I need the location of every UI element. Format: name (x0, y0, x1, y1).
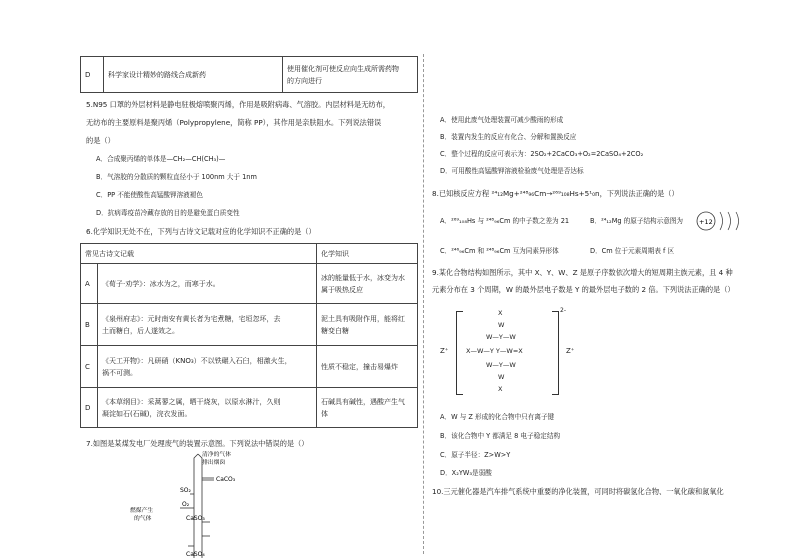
record-line: 凝淀如石(石碱)，浣衣发面。 (102, 409, 192, 418)
knowledge-line: 石碱具有碱性，遇酸产生气 (321, 397, 405, 406)
knowledge-cell (317, 264, 418, 304)
record-cell (98, 264, 317, 304)
q9-option-a: A．W 与 Z 形成的化合物中只有离子键 (440, 413, 555, 421)
q9-option-c: C．原子半径：Z>W>Y (440, 451, 511, 459)
record-cell: 科学家设计精妙的路线合成新药 (104, 57, 283, 93)
q5-stem-line: 的是（） (86, 136, 115, 145)
column-divider (423, 54, 425, 554)
label-so2: SO₂ (180, 487, 191, 494)
q5-option-b: B．气溶胶的分散质的颗粒直径小于 100nm 大于 1nm (96, 173, 257, 181)
mg-atomic-structure-diagram (694, 208, 746, 234)
record-line: 祸不可测。 (102, 368, 137, 377)
record-line: 《天工开物》：凡研硝（KNO₃）不以铁碾入石臼，相激火生， (102, 356, 292, 365)
knowledge-line: 泥土具有吸附作用，能将红 (321, 314, 405, 323)
nucleus-charge: +12 (699, 218, 713, 226)
cation-right: Z⁺ (566, 347, 575, 355)
q7-option-a: A．使用此废气处理装置可减少酸雨的形成 (440, 116, 564, 124)
row-label: D (81, 388, 98, 428)
q6-table (80, 243, 418, 428)
q8-option-c: C．²⁴⁶₉₆Cm 和 ²⁴⁸₉₆Cm 互为同素异形体 (440, 247, 559, 255)
knowledge-line: 糖变白糖 (321, 326, 349, 335)
q7-option-b: B．装置内发生的反应有化合、分解和置换反应 (440, 133, 577, 141)
row-label: B (81, 304, 98, 346)
knowledge-line: 的方向进行 (287, 76, 322, 85)
struct-row: W—Y—W (486, 333, 516, 341)
q9-structure (440, 303, 580, 403)
label-flue-gas-1: 燃煤产生 (130, 508, 154, 514)
record-line: 《泉州府志》：元时南安有黄长者为宅煮糖，宅垣忽坏，去 (102, 314, 281, 323)
q9-stem-line: 元素分布在 3 个周期，W 的最外层电子数是 Y 的最外层电子数的 2 倍。下列说法正确的是（） (432, 285, 735, 294)
struct-row: X (498, 385, 503, 393)
q8-option-b: B．²⁴₁₂Mg 的原子结构示意图为 (590, 217, 684, 225)
label-clean-gas: 清净的气体 (202, 452, 231, 458)
label-caco3: CaCO₃ (216, 476, 236, 483)
knowledge-line: 属于吸热反应 (321, 285, 363, 294)
knowledge-line: 使用催化剂可使反应向生成所需药物 (287, 64, 399, 73)
q5-option-d: D．抗病毒疫苗冷藏存放的目的是避免蛋白质变性 (96, 209, 240, 217)
q9-stem-line: 9.某化合物结构如图所示，其中 X、Y、W、Z 是原子序数依次增大的短周期主族元素，且 4 种 (432, 268, 733, 277)
struct-row: X—W—Y Y—W=X (466, 347, 523, 355)
struct-row: W (498, 373, 505, 381)
knowledge-cell (317, 346, 418, 388)
header-knowledge: 化学知识 (317, 244, 418, 264)
record-cell (98, 304, 317, 346)
q8-option-d: D．Cm 位于元素周期表 f 区 (590, 247, 675, 255)
q8-option-a: A．²⁶⁹₁₀₈Hs 与 ²⁴⁸₉₆Cm 的中子数之差为 21 (440, 217, 570, 225)
q9-option-b: B．该化合物中 Y 都满足 8 电子稳定结构 (440, 432, 561, 440)
knowledge-cell (283, 57, 418, 93)
knowledge-cell (317, 388, 418, 428)
row-label: C (81, 346, 98, 388)
label-caso4: CaSO₄ (186, 551, 205, 558)
bracket-left (456, 311, 463, 395)
cation-left: Z⁺ (440, 347, 449, 355)
q7-option-c: C．整个过程的反应可表示为：2SO₂+2CaCO₃+O₂=2CaSO₄+2CO₂ (440, 150, 644, 158)
knowledge-line: 体 (321, 409, 328, 418)
q5-stem-line: 5.N95 口罩的外层材料是静电驻极熔喷聚丙烯，作用是吸附病毒、气溶胶。内层材料是无纺布， (86, 100, 390, 109)
record-cell (98, 388, 317, 428)
record-line: 土而糖白，后人遂效之。 (102, 326, 179, 335)
row-label: D (81, 57, 104, 93)
label-caso3: CaSO₃ (186, 515, 205, 522)
label-flue-gas-2: 的气体 (134, 516, 152, 522)
q7-option-d: D．可用酸性高锰酸钾溶液检验废气处理是否达标 (440, 167, 584, 175)
header-record: 常见古诗文记载 (81, 244, 317, 264)
label-o2: O₂ (182, 501, 190, 508)
bracket-right (552, 311, 559, 395)
record-line: 《荀子·劝学》：冰水为之，而寒于水。 (102, 279, 220, 288)
q7-stem: 7.如图是某煤发电厂处理废气的装置示意图。下列说法中错误的是（） (86, 439, 309, 448)
q5-option-c: C．PP 不能使酸性高锰酸钾溶液褪色 (96, 191, 203, 199)
struct-row: W—Y—W (486, 361, 516, 369)
row-label: A (81, 264, 98, 304)
struct-row: W (498, 321, 505, 329)
struct-row: X (498, 309, 503, 317)
q5-stem-line: 无纺布的主要原料是聚丙烯（Polypropylene，简称 PP），其作用是亲肤阻水。下列说法错误 (86, 118, 382, 127)
knowledge-cell (317, 304, 418, 346)
record-line: 《本草纲目》：采蒿蓼之属，晒干烧灰，以原水淋汁，久则 (102, 397, 281, 406)
anion-charge: 2- (560, 307, 566, 314)
label-chimney: 排出烟囱 (202, 460, 226, 466)
knowledge-line: 性质不稳定，撞击易爆炸 (321, 362, 398, 371)
q9-option-d: D．X₂YW₃是弱酸 (440, 469, 492, 477)
q10-stem: 10.三元催化器是汽车排气系统中重要的净化装置，可同时将碳氢化合物、一氧化碳和氮氧化 (432, 487, 724, 496)
q5-option-a: A．合成聚丙烯的单体是—CH₂—CH(CH₃)— (96, 155, 226, 163)
flue-gas-apparatus-diagram (130, 450, 280, 560)
q4-table-fragment (80, 56, 418, 93)
knowledge-line: 冰的能量低于水，冰变为水 (321, 273, 405, 282)
q6-stem: 6.化学知识无处不在，下列与古诗文记载对应的化学知识不正确的是（） (86, 227, 316, 236)
q8-stem: 8.已知核反应方程 ²⁴₁₂Mg+²⁴⁸₉₆Cm→²⁶⁹₁₀₈Hs+5¹₀n，下列说法正确的是（） (432, 189, 679, 198)
record-cell (98, 346, 317, 388)
